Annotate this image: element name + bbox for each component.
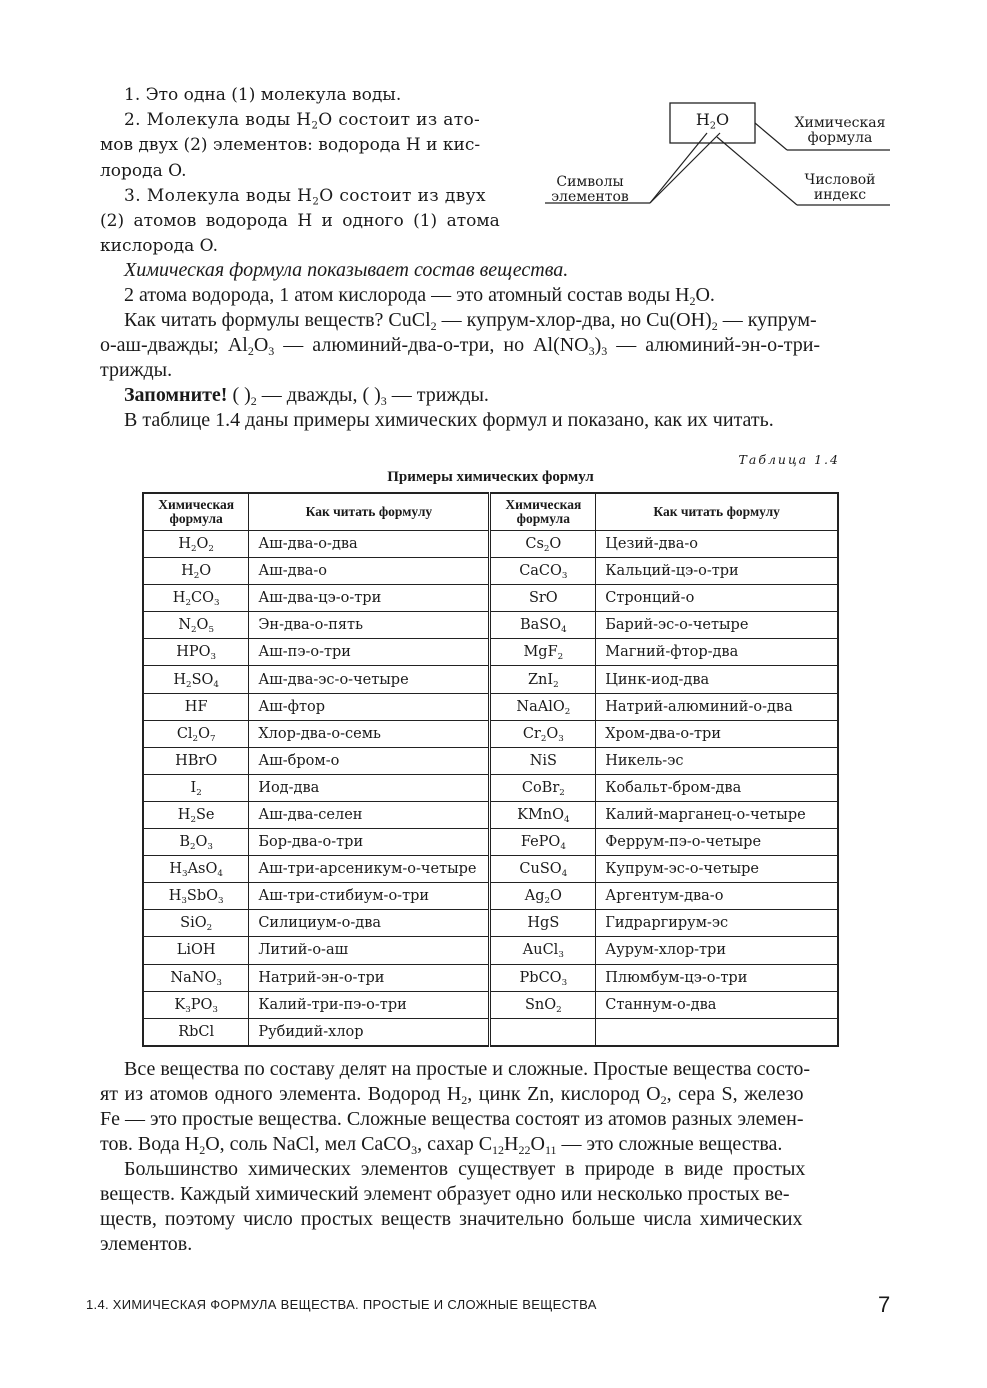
formula-cell-right: KMnO$_4$	[490, 801, 596, 828]
reading-cell-right: Кальций-цэ-о-три	[596, 558, 838, 585]
formula-diagram	[535, 95, 895, 215]
reading-cell-right: Цинк-иод-два	[596, 666, 838, 693]
reading-cell-right: Цезий-два-о	[596, 531, 838, 558]
formula-cell-right: PbCO$_3$	[490, 964, 596, 991]
formula-cell-left: $K_3PO_3$	[143, 991, 249, 1018]
page-number: 7	[878, 1292, 891, 1317]
reading-cell-left: Аш-пэ-о-три	[249, 639, 490, 666]
reading-cell-right: Кобальт-бром-два	[596, 774, 838, 801]
reading-cell-left: Аш-два-о-два	[249, 531, 490, 558]
table-row	[143, 883, 838, 910]
intro-item-2-line2: мов двух (2) элементов: водорода H и кис-	[100, 135, 481, 156]
formula-cell-right: MgF$_2$	[490, 639, 596, 666]
table-row	[143, 639, 838, 666]
reading-cell-right: Плюмбум-цэ-о-три	[596, 964, 838, 991]
formula-cell-left: HF	[143, 693, 249, 720]
formula-cell-left: HBrO	[143, 747, 249, 774]
table-row	[143, 612, 838, 639]
table-row	[143, 531, 838, 558]
header-formula-left: Химическая формула	[143, 493, 249, 531]
formula-cell-left: $I_2$	[143, 774, 249, 801]
table-row	[143, 829, 838, 856]
table-row	[143, 693, 838, 720]
reading-cell-right: Натрий-алюминий-о-два	[596, 693, 838, 720]
table-row	[143, 801, 838, 828]
closing-p1-line2: ят из атомов одного элемента. Водород $H_2$, цинк Zn, кислород $O_2$, сера S, железо	[100, 1083, 804, 1108]
body-text	[100, 258, 890, 433]
reading-cell-left: Аш-два-цэ-о-три	[249, 585, 490, 612]
header-formula-right: Химическая формула	[490, 493, 596, 531]
formula-cell-right	[490, 1018, 596, 1046]
table-row	[143, 747, 838, 774]
diagram-formula: $H_2O$	[695, 110, 730, 132]
reading-cell-right: Феррум-пэ-о-четыре	[596, 829, 838, 856]
intro-item-2-line3: лорода O.	[100, 160, 187, 181]
formula-cell-right: HgS	[490, 910, 596, 937]
howto-line-1: Как читать формулы веществ? CuCl$_2$ — купрум-хлор-два, но $Cu(OH)_2$ — купрум-	[124, 309, 817, 334]
label-chemical-formula: Химическая формула	[794, 115, 886, 146]
reading-cell-right: Аурум-хлор-три	[596, 937, 838, 964]
reading-cell-right: Купрум-эс-о-четыре	[596, 856, 838, 883]
reading-cell-left: Натрий-эн-о-три	[249, 964, 490, 991]
reading-cell-left: Аш-фтор	[249, 693, 490, 720]
label-element-symbols: Символы элементов	[551, 174, 629, 205]
atomic-composition-line: 2 атома водорода, 1 атом кислорода — это атомный состав воды $H_2O$.	[124, 284, 715, 309]
closing-p2-line2: веществ. Каждый химический элемент образует одно или несколько простых ве-	[100, 1183, 790, 1205]
formula-cell-right: $Ag_2O$	[490, 883, 596, 910]
formula-cell-right: BaSO$_4$	[490, 612, 596, 639]
formula-cell-right: ZnI$_2$	[490, 666, 596, 693]
intro-item-3-line2: (2) атомов водорода H и одного (1) атома	[100, 211, 500, 232]
formula-cell-left: NaNO$_3$	[143, 964, 249, 991]
formula-cell-left: RbCl	[143, 1018, 249, 1046]
label-numeric-index: Числовой индекс	[804, 172, 876, 203]
reading-cell-left: Бор-два-о-три	[249, 829, 490, 856]
reading-cell-left: Аш-два-о	[249, 558, 490, 585]
closing-p2-line4: элементов.	[100, 1233, 193, 1255]
reading-cell-left: Аш-бром-о	[249, 747, 490, 774]
table-body	[143, 531, 838, 1046]
closing-text	[100, 1057, 890, 1257]
formula-cell-right: SnO$_2$	[490, 991, 596, 1018]
formula-cell-left: $H_2Se$	[143, 801, 249, 828]
reading-cell-right: Барий-эс-о-четыре	[596, 612, 838, 639]
header-reading-left: Как читать формулу	[249, 493, 490, 531]
reading-cell-left: Рубидий-хлор	[249, 1018, 490, 1046]
table-row	[143, 937, 838, 964]
howto-line-2: о-аш-дважды; $Al_2O_3$ — алюминий-два-о-три, но $Al(NO_3)_3$ — алюминий-эн-о-три-	[100, 334, 821, 359]
formula-cell-right: CaCO$_3$	[490, 558, 596, 585]
reading-cell-left: Хлор-два-о-семь	[249, 720, 490, 747]
formula-cell-left: $H_3SbO_3$	[143, 883, 249, 910]
formula-cell-left: $H_2SO_4$	[143, 666, 249, 693]
table-title: Примеры химических формул	[387, 469, 594, 485]
reading-cell-left: Силициум-о-два	[249, 910, 490, 937]
reading-cell-left: Аш-три-арсеникум-о-четыре	[249, 856, 490, 883]
formula-cell-right: AuCl$_3$	[490, 937, 596, 964]
intro-list	[100, 83, 509, 259]
italic-definition: Химическая формула показывает состав вещества.	[124, 259, 569, 281]
reading-cell-right: Магний-фтор-два	[596, 639, 838, 666]
closing-p2-line1: Большинство химических элементов существует в природе в виде простых	[124, 1158, 806, 1180]
closing-p1-line1: Все вещества по составу делят на простые и сложные. Простые вещества состо-	[124, 1058, 811, 1080]
table-intro-line: В таблице 1.4 даны примеры химических формул и показано, как их читать.	[124, 409, 774, 431]
table-row	[143, 991, 838, 1018]
reading-cell-left: Иод-два	[249, 774, 490, 801]
table-row	[143, 558, 838, 585]
formula-cell-right: SrO	[490, 585, 596, 612]
formula-cell-right: CuSO$_4$	[490, 856, 596, 883]
formula-cell-left: $B_2O_3$	[143, 829, 249, 856]
intro-item-1: 1. Это одна (1) молекула воды.	[124, 85, 402, 105]
reading-cell-right: Гидраргирум-эс	[596, 910, 838, 937]
reading-cell-right: Станнум-о-два	[596, 991, 838, 1018]
formula-cell-left: $N_2O_5$	[143, 612, 249, 639]
formula-cell-left: $H_2O_2$	[143, 531, 249, 558]
formula-cell-left: $H_3AsO_4$	[143, 856, 249, 883]
intro-item-3-line3: кислорода O.	[100, 236, 218, 257]
reading-cell-left: Эн-два-о-пять	[249, 612, 490, 639]
table-header-row	[143, 493, 838, 531]
formula-cell-left: $Cl_2O_7$	[143, 720, 249, 747]
reading-cell-left: Аш-три-стибиум-о-три	[249, 883, 490, 910]
reading-cell-left: Литий-о-аш	[249, 937, 490, 964]
closing-p1-line4: тов. Вода $H_2O$, соль NaCl, мел CaCO$_3$, сахар $C_{12}H_{22}O_{11}$ — это сложные вещества.	[100, 1133, 783, 1158]
table-row	[143, 666, 838, 693]
reading-cell-right	[596, 1018, 838, 1046]
reading-cell-left: Аш-два-эс-о-четыре	[249, 666, 490, 693]
formula-cell-right: CoBr$_2$	[490, 774, 596, 801]
formula-cell-right: $Cr_2O_3$	[490, 720, 596, 747]
formula-cell-right: NiS	[490, 747, 596, 774]
header-reading-right: Как читать формулу	[596, 493, 838, 531]
reading-cell-left: Калий-три-пэ-о-три	[249, 991, 490, 1018]
closing-p1-line3: Fe — это простые вещества. Сложные вещества состоят из атомов разных элемен-	[100, 1108, 804, 1130]
remember-line: Запомните! ( )$_2$ — дважды, ( )$_3$ — трижды.	[124, 384, 489, 409]
table-row	[143, 910, 838, 937]
formula-cell-left: $H_2O$	[143, 558, 249, 585]
formulas-table	[142, 492, 839, 1047]
table-row	[143, 1018, 838, 1046]
table-row	[143, 720, 838, 747]
reading-cell-left: Аш-два-селен	[249, 801, 490, 828]
running-footer: 1.4. ХИМИЧЕСКАЯ ФОРМУЛА ВЕЩЕСТВА. ПРОСТЫЕ И СЛОЖНЫЕ ВЕЩЕСТВА	[86, 1297, 597, 1312]
formula-cell-right: $Cs_2O$	[490, 531, 596, 558]
intro-item-3: 3. Молекула воды $H_2O$ состоит из двух	[124, 185, 487, 208]
formula-cell-left: $HPO_3$	[143, 639, 249, 666]
table-row	[143, 774, 838, 801]
table-number: Таблица 1.4	[738, 452, 840, 467]
reading-cell-right: Никель-эс	[596, 747, 838, 774]
formula-cell-right: FePO$_4$	[490, 829, 596, 856]
reading-cell-right: Калий-марганец-о-четыре	[596, 801, 838, 828]
formula-cell-left: SiO$_2$	[143, 910, 249, 937]
reading-cell-right: Аргентум-два-о	[596, 883, 838, 910]
closing-p2-line3: ществ, поэтому число простых веществ значительно больше числа химических	[100, 1208, 803, 1230]
table-row	[143, 856, 838, 883]
formula-cell-left: $H_2CO_3$	[143, 585, 249, 612]
reading-cell-right: Стронций-о	[596, 585, 838, 612]
reading-cell-right: Хром-два-о-три	[596, 720, 838, 747]
intro-item-2: 2. Молекула воды $H_2O$ состоит из ато-	[124, 110, 481, 132]
formula-cell-left: LiOH	[143, 937, 249, 964]
formula-cell-right: NaAlO$_2$	[490, 693, 596, 720]
howto-line-3: трижды.	[100, 359, 173, 381]
table-row	[143, 585, 838, 612]
table-row	[143, 964, 838, 991]
